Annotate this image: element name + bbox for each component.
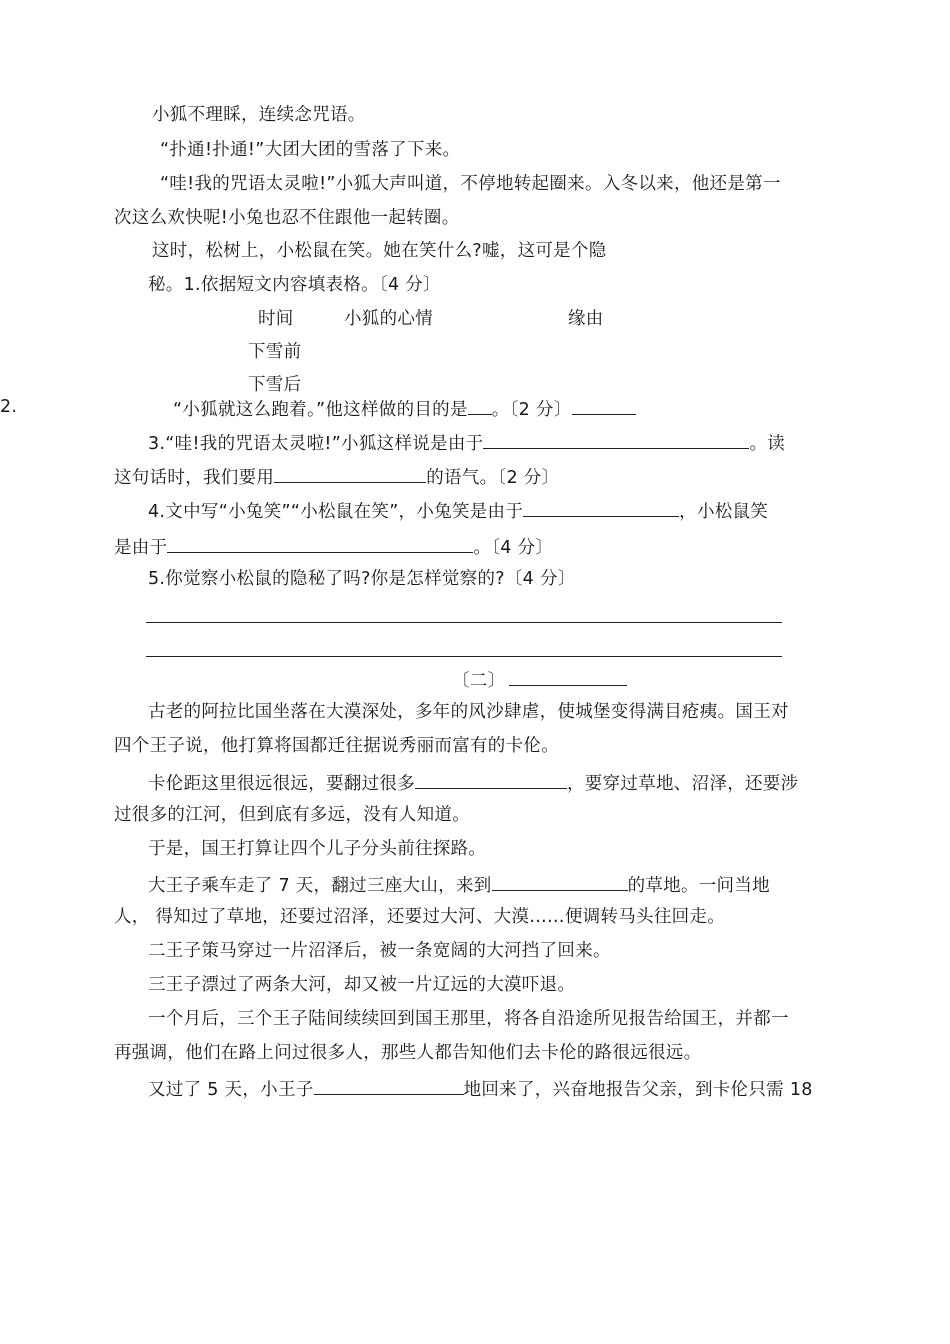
passage-line: 再强调，他们在路上问过很多人，那些人都告知他们去卡伦的路很远很远。 — [114, 1043, 702, 1063]
question-3-text: 这句话时，我们要用 — [114, 468, 275, 488]
question-4-text: 。〔4 分〕 — [473, 538, 554, 558]
passage-line: 古老的阿拉比国坐落在大漠深处，多年的风沙肆虐，使城堡变得满目疮痍。国王对 — [148, 702, 789, 722]
table-header-mood: 小狐的心情 — [344, 309, 433, 329]
answer-blank[interactable] — [314, 1075, 464, 1095]
question-1: 秘。1.依据短文内容填表格。〔4 分〕 — [148, 275, 441, 295]
answer-line[interactable] — [146, 622, 782, 623]
passage-line: 四个王子说，他打算将国都迁往据说秀丽而富有的卡伦。 — [114, 736, 559, 756]
passage-text: 大王子乘车走了 7 天，翻过三座大山，来到 — [148, 876, 492, 896]
table-header-reason: 缘由 — [568, 309, 604, 329]
question-4-text: 4.文中写“小兔笑”“小松鼠在笑”，小兔笑是由于 — [148, 502, 524, 522]
question-2-text: “小狐就这么跑着。”他这样做的目的是 — [173, 400, 468, 420]
section-heading — [452, 666, 627, 693]
question-4-cont — [114, 533, 553, 560]
passage-text: ，要穿过草地、沼泽，还要涉 — [567, 774, 799, 794]
answer-blank[interactable] — [415, 769, 567, 789]
question-3 — [148, 429, 785, 456]
answer-blank[interactable] — [483, 429, 749, 449]
answer-blank[interactable] — [492, 871, 628, 891]
passage-text: 卡伦距这里很远很远，要翻过很多 — [148, 774, 415, 794]
answer-blank[interactable] — [167, 533, 473, 553]
answer-blank[interactable] — [523, 497, 679, 517]
passage-line: 次这么欢快呢!小兔也忍不住跟他一起转圈。 — [114, 208, 460, 228]
passage-text: 的草地。一问当地 — [627, 876, 770, 896]
passage-line: 人， 得知过了草地，还要过沼泽，还要过大河、大漠……便调转马头往回走。 — [114, 907, 726, 927]
passage-text: 又过了 5 天，小王子 — [148, 1080, 314, 1100]
passage-line — [148, 871, 770, 898]
passage-line: 这时，松树上，小松鼠在笑。她在笑什么?嘘，这可是个隐 — [152, 241, 607, 261]
passage-line: 一个月后，三个王子陆间续续回到国王那里，将各自沿途所见报告给国王，并都一 — [148, 1009, 789, 1029]
passage-line: 小狐不理睬，连续念咒语。 — [152, 105, 366, 125]
question-3-text: 3.“哇!我的咒语太灵啦!”小狐这样说是由于 — [148, 434, 484, 454]
question-3-text: 。读 — [749, 434, 786, 454]
answer-line[interactable] — [146, 656, 782, 657]
table-row-label: 下雪后 — [248, 375, 302, 395]
question-4-text: 是由于 — [114, 538, 168, 558]
passage-line: 三王子漂过了两条大河，却又被一片辽远的大漠吓退。 — [148, 975, 576, 995]
question-3-text: 的语气。〔2 分〕 — [426, 468, 560, 488]
question-5: 5.你觉察小松鼠的隐秘了吗?你是怎样觉察的?〔4 分〕 — [148, 569, 576, 589]
passage-line: “哇!我的咒语太灵啦!”小狐大声叫道，不停地转起圈来。入冬以来，他还是第一 — [160, 174, 781, 194]
table-row-label: 下雪前 — [248, 342, 302, 362]
passage-line: “扑通!扑通!”大团大团的雪落了下来。 — [160, 140, 461, 160]
passage-line — [148, 769, 798, 796]
title-blank[interactable] — [509, 666, 627, 686]
question-3-cont — [114, 463, 559, 490]
passage-line — [148, 1075, 813, 1102]
question-2-tail: 。〔2 分〕 — [491, 400, 572, 420]
question-2-number: 2. — [0, 397, 18, 417]
passage-line: 二王子策马穿过一片沼泽后，被一条宽阔的大河挡了回来。 — [148, 941, 611, 961]
answer-blank[interactable] — [274, 463, 426, 483]
question-4 — [148, 497, 768, 524]
passage-line: 过很多的江河，但到底有多远，没有人知道。 — [114, 805, 470, 825]
passage-text: 地回来了，兴奋地报告父亲，到卡伦只需 18 — [463, 1080, 813, 1100]
question-2 — [173, 395, 636, 422]
question-4-text: ，小松鼠笑 — [679, 502, 769, 522]
table-header-time: 时间 — [258, 309, 294, 329]
section-title: 〔二〕 — [452, 671, 506, 691]
answer-blank[interactable] — [572, 395, 636, 415]
passage-line: 于是，国王打算让四个儿子分头前往探路。 — [148, 839, 487, 859]
answer-blank[interactable] — [468, 395, 492, 415]
